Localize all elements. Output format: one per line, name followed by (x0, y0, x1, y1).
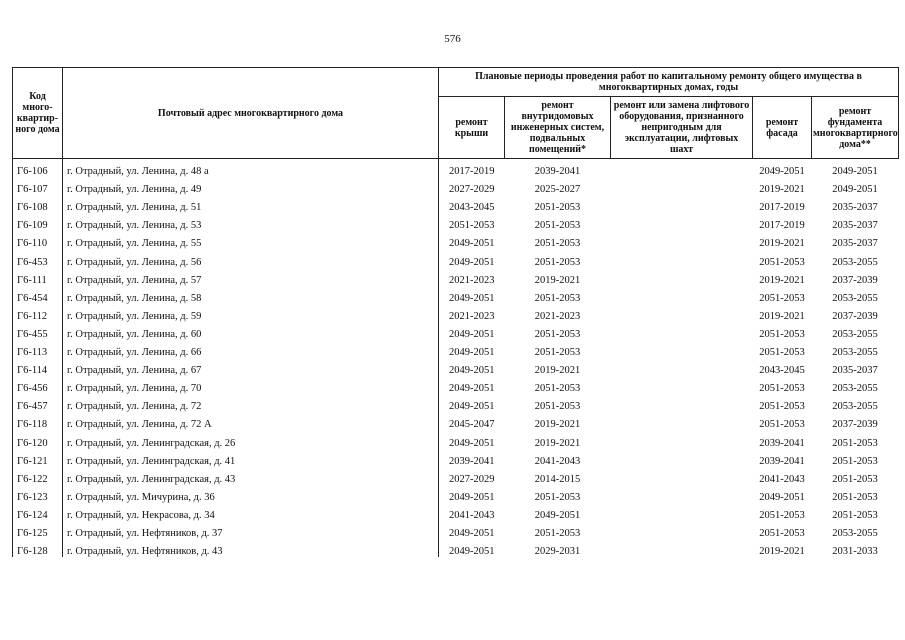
table-row (13, 449, 899, 467)
cell-foundation: 2031-2033 (832, 546, 878, 558)
cell-address: г. Отрадный, ул. Ленинградская, д. 43 (63, 467, 439, 485)
cell-foundation: 2051-2053 (832, 437, 878, 449)
cell-foundation: 2053-2055 (832, 256, 878, 268)
cell-roof: 2049-2051 (449, 527, 495, 539)
cell-code: Г6-122 (13, 467, 63, 485)
cell-systems: 2051-2053 (534, 292, 581, 304)
cell-foundation: 2035-2037 (832, 220, 878, 232)
cell-facade: 2051-2053 (759, 347, 805, 359)
cell-roof: 2049-2051 (449, 401, 495, 413)
cell-elevator (611, 358, 753, 376)
cell-systems: 2019-2021 (534, 437, 581, 449)
table-row (13, 249, 899, 267)
cell-address: г. Отрадный, ул. Ленинградская, д. 41 (63, 449, 439, 467)
cell-elevator (611, 503, 753, 521)
cell-foundation: 2035-2037 (832, 238, 878, 250)
cell-systems: 2051-2053 (534, 238, 581, 250)
column-header-roof: ремонт крыши (439, 97, 505, 159)
cell-facade: 2051-2053 (759, 328, 805, 340)
cell-roof: 2049-2051 (449, 238, 495, 250)
table-row (13, 430, 899, 448)
column-header-systems: ремонт внутридомовых инженерных систем, подвальных помещений* (505, 97, 611, 159)
table-row (13, 322, 899, 340)
column-header-elevator: ремонт или замена лифтового оборудования, признанного непригодным для эксплуатации, лифтовых шахт (611, 97, 753, 159)
cell-roof: 2049-2051 (449, 437, 495, 449)
cell-elevator (611, 159, 753, 178)
table-row (13, 467, 899, 485)
cell-address: г. Отрадный, ул. Мичурина, д. 36 (63, 485, 439, 503)
column-header-foundation: ремонт фундамента многоквартирного дома** (812, 97, 899, 159)
cell-address: г. Отрадный, ул. Ленинградская, д. 26 (63, 430, 439, 448)
cell-foundation: 2051-2053 (832, 473, 878, 485)
cell-elevator (611, 195, 753, 213)
cell-facade: 2051-2053 (759, 527, 805, 539)
cell-foundation: 2035-2037 (832, 365, 878, 377)
cell-facade: 2017-2019 (759, 220, 805, 232)
cell-elevator (611, 467, 753, 485)
cell-foundation: 2037-2039 (832, 419, 878, 431)
cell-elevator (611, 177, 753, 195)
cell-systems: 2051-2053 (534, 383, 581, 395)
column-header-code: Код много-квартир-ного дома (13, 68, 63, 159)
cell-systems: 2041-2043 (534, 455, 581, 467)
table-row (13, 412, 899, 430)
cell-elevator (611, 449, 753, 467)
cell-elevator (611, 268, 753, 286)
cell-code: Г6-125 (13, 521, 63, 539)
cell-foundation: 2053-2055 (832, 347, 878, 359)
cell-systems: 2051-2053 (534, 202, 581, 214)
cell-facade: 2051-2053 (759, 401, 805, 413)
table-row (13, 358, 899, 376)
cell-foundation: 2049-2051 (832, 166, 878, 178)
cell-address: г. Отрадный, ул. Некрасова, д. 34 (63, 503, 439, 521)
table-row (13, 394, 899, 412)
table-row (13, 177, 899, 195)
cell-address: г. Отрадный, ул. Нефтяников, д. 37 (63, 521, 439, 539)
cell-roof: 2021-2023 (449, 310, 495, 322)
cell-foundation: 2053-2055 (832, 292, 878, 304)
table-row (13, 231, 899, 249)
cell-roof: 2049-2051 (449, 256, 495, 268)
cell-code: Г6-106 (13, 159, 63, 178)
cell-elevator (611, 412, 753, 430)
cell-code: Г6-456 (13, 376, 63, 394)
cell-code: Г6-114 (13, 358, 63, 376)
cell-elevator (611, 376, 753, 394)
cell-code: Г6-121 (13, 449, 63, 467)
cell-roof: 2043-2045 (449, 202, 495, 214)
cell-systems: 2049-2051 (534, 509, 581, 521)
table-row (13, 485, 899, 503)
cell-address: г. Отрадный, ул. Ленина, д. 72 А (63, 412, 439, 430)
cell-systems: 2025-2027 (534, 184, 581, 196)
table-row (13, 539, 899, 557)
cell-roof: 2049-2051 (449, 292, 495, 304)
cell-address: г. Отрадный, ул. Ленина, д. 58 (63, 286, 439, 304)
cell-roof: 2017-2019 (449, 166, 495, 178)
cell-code: Г6-120 (13, 430, 63, 448)
cell-systems: 2051-2053 (534, 328, 581, 340)
cell-roof: 2049-2051 (449, 347, 495, 359)
cell-systems: 2051-2053 (534, 401, 581, 413)
table-body (13, 159, 899, 558)
cell-roof: 2041-2043 (449, 509, 495, 521)
cell-address: г. Отрадный, ул. Ленина, д. 57 (63, 268, 439, 286)
cell-code: Г6-118 (13, 412, 63, 430)
cell-code: Г6-109 (13, 213, 63, 231)
cell-systems: 2051-2053 (534, 347, 581, 359)
cell-elevator (611, 539, 753, 557)
table-row (13, 304, 899, 322)
cell-facade: 2049-2051 (759, 491, 805, 503)
cell-facade: 2049-2051 (759, 166, 805, 178)
table-row (13, 195, 899, 213)
cell-address: г. Отрадный, ул. Ленина, д. 55 (63, 231, 439, 249)
cell-code: Г6-128 (13, 539, 63, 557)
table-row (13, 376, 899, 394)
cell-code: Г6-107 (13, 177, 63, 195)
cell-elevator (611, 231, 753, 249)
table-row (13, 340, 899, 358)
cell-foundation: 2037-2039 (832, 274, 878, 286)
cell-code: Г6-124 (13, 503, 63, 521)
cell-address: г. Отрадный, ул. Ленина, д. 72 (63, 394, 439, 412)
cell-facade: 2051-2053 (759, 509, 805, 521)
cell-roof: 2021-2023 (449, 274, 495, 286)
column-header-address: Почтовый адрес многоквартирного дома (63, 68, 439, 159)
cell-systems: 2051-2053 (534, 220, 581, 232)
cell-elevator (611, 322, 753, 340)
cell-systems: 2019-2021 (534, 365, 581, 377)
cell-foundation: 2051-2053 (832, 455, 878, 467)
table-row (13, 521, 899, 539)
cell-address: г. Отрадный, ул. Ленина, д. 53 (63, 213, 439, 231)
cell-facade: 2051-2053 (759, 292, 805, 304)
table-row (13, 286, 899, 304)
cell-facade: 2051-2053 (759, 419, 805, 431)
cell-code: Г6-457 (13, 394, 63, 412)
cell-address: г. Отрадный, ул. Ленина, д. 49 (63, 177, 439, 195)
cell-foundation: 2035-2037 (832, 202, 878, 214)
cell-code: Г6-113 (13, 340, 63, 358)
cell-systems: 2021-2023 (534, 310, 581, 322)
cell-elevator (611, 521, 753, 539)
cell-facade: 2019-2021 (759, 546, 805, 558)
cell-roof: 2027-2029 (449, 473, 495, 485)
cell-systems: 2029-2031 (534, 546, 581, 558)
cell-code: Г6-110 (13, 231, 63, 249)
cell-code: Г6-123 (13, 485, 63, 503)
cell-facade: 2019-2021 (759, 184, 805, 196)
column-header-periods: Плановые периоды проведения работ по капитальному ремонту общего имущества в многоквартирных домах, годы (439, 68, 899, 97)
table-row (13, 503, 899, 521)
cell-facade: 2041-2043 (759, 473, 805, 485)
cell-address: г. Отрадный, ул. Ленина, д. 67 (63, 358, 439, 376)
cell-systems: 2051-2053 (534, 527, 581, 539)
cell-facade: 2019-2021 (759, 274, 805, 286)
cell-roof: 2051-2053 (449, 220, 495, 232)
cell-roof: 2027-2029 (449, 184, 495, 196)
cell-facade: 2039-2041 (759, 437, 805, 449)
cell-elevator (611, 430, 753, 448)
cell-code: Г6-454 (13, 286, 63, 304)
cell-code: Г6-111 (13, 268, 63, 286)
cell-systems: 2051-2053 (534, 491, 581, 503)
cell-systems: 2051-2053 (534, 256, 581, 268)
cell-roof: 2049-2051 (449, 328, 495, 340)
cell-foundation: 2053-2055 (832, 383, 878, 395)
cell-roof: 2049-2051 (449, 491, 495, 503)
cell-code: Г6-453 (13, 249, 63, 267)
table-row (13, 213, 899, 231)
cell-address: г. Отрадный, ул. Ленина, д. 48 а (63, 159, 439, 178)
cell-facade: 2019-2021 (759, 238, 805, 250)
cell-facade: 2051-2053 (759, 383, 805, 395)
cell-roof: 2039-2041 (449, 455, 495, 467)
cell-address: г. Отрадный, ул. Нефтяников, д. 43 (63, 539, 439, 557)
cell-roof: 2049-2051 (449, 365, 495, 377)
repair-schedule-table (12, 67, 899, 557)
cell-systems: 2039-2041 (534, 166, 581, 178)
cell-facade: 2017-2019 (759, 202, 805, 214)
cell-roof: 2049-2051 (449, 383, 495, 395)
cell-foundation: 2051-2053 (832, 509, 878, 521)
cell-address: г. Отрадный, ул. Ленина, д. 56 (63, 249, 439, 267)
cell-elevator (611, 213, 753, 231)
table-row (13, 268, 899, 286)
cell-code: Г6-455 (13, 322, 63, 340)
table-row (13, 159, 899, 178)
cell-foundation: 2053-2055 (832, 527, 878, 539)
cell-elevator (611, 394, 753, 412)
column-header-facade: ремонт фасада (753, 97, 812, 159)
cell-facade: 2019-2021 (759, 310, 805, 322)
cell-systems: 2019-2021 (534, 274, 581, 286)
cell-code: Г6-108 (13, 195, 63, 213)
cell-foundation: 2049-2051 (832, 184, 878, 196)
cell-foundation: 2037-2039 (832, 310, 878, 322)
cell-roof: 2045-2047 (449, 419, 495, 431)
cell-elevator (611, 286, 753, 304)
cell-systems: 2014-2015 (534, 473, 581, 485)
cell-elevator (611, 485, 753, 503)
cell-foundation: 2051-2053 (832, 491, 878, 503)
cell-address: г. Отрадный, ул. Ленина, д. 59 (63, 304, 439, 322)
cell-systems: 2019-2021 (534, 419, 581, 431)
cell-code: Г6-112 (13, 304, 63, 322)
cell-address: г. Отрадный, ул. Ленина, д. 60 (63, 322, 439, 340)
cell-address: г. Отрадный, ул. Ленина, д. 66 (63, 340, 439, 358)
cell-foundation: 2053-2055 (832, 401, 878, 413)
cell-facade: 2051-2053 (759, 256, 805, 268)
cell-foundation: 2053-2055 (832, 328, 878, 340)
cell-address: г. Отрадный, ул. Ленина, д. 51 (63, 195, 439, 213)
page-number: 576 (444, 33, 461, 45)
cell-elevator (611, 249, 753, 267)
cell-elevator (611, 304, 753, 322)
cell-facade: 2039-2041 (759, 455, 805, 467)
cell-roof: 2049-2051 (449, 546, 495, 558)
cell-elevator (611, 340, 753, 358)
cell-address: г. Отрадный, ул. Ленина, д. 70 (63, 376, 439, 394)
cell-facade: 2043-2045 (759, 365, 805, 377)
